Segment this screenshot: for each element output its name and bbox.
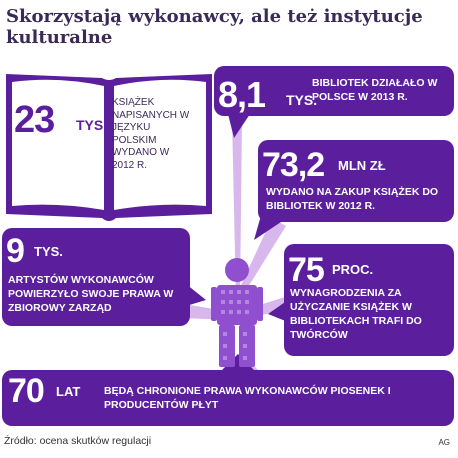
book-value: 23 — [14, 99, 55, 141]
bubble-4-unit: PROC. — [332, 262, 374, 277]
bubble-3-value: 9 — [6, 232, 24, 270]
bubble-1-unit: TYS. — [286, 92, 318, 108]
bubble-5-unit: LAT — [56, 384, 81, 399]
book-description: KSIĄŻEK NAPISANYCH W JĘZYKU POLSKIM WYDANO W 2012 R. — [112, 97, 190, 171]
bubble-2-value: 73,2 — [262, 146, 325, 184]
bubble-3-description: ARTYSTÓW WYKONAWCÓW POWIERZYŁO SWOJE PRAWA W ZBIOROWY ZARZĄD — [8, 274, 174, 314]
bubble-shapes — [2, 66, 454, 426]
author-credit: AG — [438, 438, 450, 447]
bubble-1-value: 8,1 — [218, 74, 266, 115]
bubble-2-unit: MLN ZŁ — [338, 158, 386, 173]
bubble-3-unit: TYS. — [34, 244, 63, 259]
source-note: Źródło: ocena skutków regulacji — [4, 435, 152, 447]
bubble-5-description: BĘDĄ CHRONIONE PRAWA WYKONAWCÓW PIOSENEK I PRODUCENTÓW PŁYT — [104, 385, 391, 411]
bubble-4-description: WYNAGRODZENIA ZA UŻYCZANIE KSIĄŻEK W BIBLIOTEKACH TRAFI DO TWÓRCÓW — [290, 287, 422, 341]
book-unit: TYS. — [76, 117, 108, 133]
page-title: Skorzystają wykonawcy, ale też instytucje kulturalne — [6, 6, 423, 48]
bubble-5-value: 70 — [8, 372, 44, 410]
bubble-4-value: 75 — [288, 251, 324, 289]
bubble-2-description: WYDANO NA ZAKUP KSIĄŻEK DO BIBLIOTEK W 2012 R. — [266, 186, 439, 212]
bubble-1-description: BIBLIOTEK DZIAŁAŁO W POLSCE W 2013 R. — [312, 77, 438, 103]
